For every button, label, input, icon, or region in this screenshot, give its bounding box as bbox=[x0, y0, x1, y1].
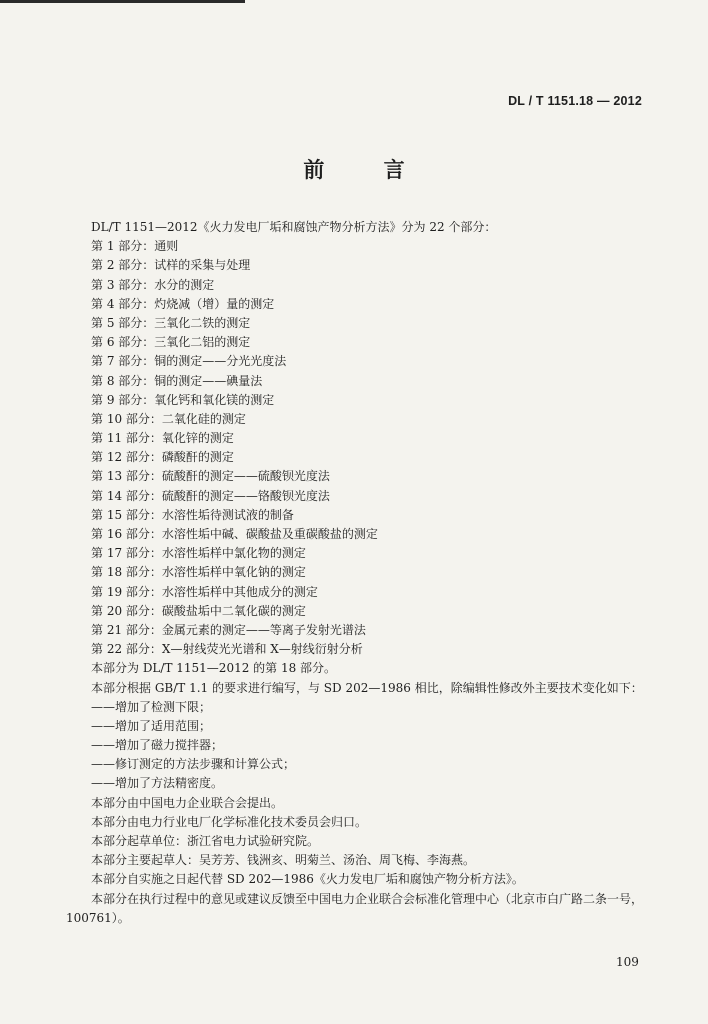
part-statement: 本部分为 DL/T 1151—2012 的第 18 部分。 bbox=[91, 661, 337, 676]
part-item: 第 20 部分：碳酸盐垢中二氧化碳的测定 bbox=[91, 603, 306, 618]
page-number: 109 bbox=[616, 955, 639, 969]
part-item: 第 8 部分：铜的测定——碘量法 bbox=[91, 373, 263, 388]
change-item: ——增加了磁力搅拌器； bbox=[91, 738, 224, 753]
part-item: 第 5 部分：三氧化二铁的测定 bbox=[91, 315, 251, 330]
statement-line: 本部分自实施之日起代替 SD 202—1986《火力发电厂垢和腐蚀产物分析方法》。 bbox=[91, 872, 524, 887]
part-item: 第 18 部分：水溶性垢样中氧化钠的测定 bbox=[91, 565, 306, 580]
part-item: 第 4 部分：灼烧减（增）量的测定 bbox=[91, 296, 275, 311]
part-item: 第 19 部分：水溶性垢样中其他成分的测定 bbox=[91, 584, 318, 599]
part-item: 第 3 部分：水分的测定 bbox=[91, 277, 215, 292]
part-item: 第 15 部分：水溶性垢待测试液的制备 bbox=[91, 507, 294, 522]
part-item: 第 12 部分：磷酸酐的测定 bbox=[91, 450, 234, 465]
change-item: ——增加了方法精密度。 bbox=[91, 776, 224, 791]
part-item: 第 11 部分：氧化锌的测定 bbox=[91, 431, 234, 446]
page-title: 前 言 bbox=[303, 157, 431, 182]
part-item: 第 10 部分：二氧化硅的测定 bbox=[91, 411, 246, 426]
part-item: 第 21 部分：金属元素的测定——等离子发射光谱法 bbox=[91, 622, 366, 637]
foreword-body bbox=[66, 218, 646, 928]
standard-code-header: DL / T 1151.18 — 2012 bbox=[508, 94, 642, 108]
change-item: ——修订测定的方法步骤和计算公式； bbox=[91, 757, 296, 772]
part-item: 第 6 部分：三氧化二铝的测定 bbox=[91, 335, 251, 350]
statement-line: 本部分主要起草人：吴芳芳、钱洲亥、明菊兰、汤治、周飞梅、李海燕。 bbox=[91, 853, 476, 868]
change-item: ——增加了适用范围； bbox=[91, 718, 212, 733]
feedback-paragraph: 本部分在执行过程中的意见或建议反馈至中国电力企业联合会标准化管理中心（北京市白广路二条一号，100761）。 bbox=[66, 891, 644, 925]
statement-line: 本部分由电力行业电厂化学标准化技术委员会归口。 bbox=[91, 814, 368, 829]
part-item: 第 7 部分：铜的测定——分光光度法 bbox=[91, 354, 287, 369]
part-item: 第 22 部分：X—射线荧光光谱和 X—射线衍射分析 bbox=[91, 642, 363, 657]
part-item: 第 17 部分：水溶性垢样中氯化物的测定 bbox=[91, 546, 306, 561]
part-item: 第 13 部分：硫酸酐的测定——硫酸钡光度法 bbox=[91, 469, 330, 484]
part-item: 第 1 部分：通则 bbox=[91, 239, 179, 254]
change-item: ——增加了检测下限； bbox=[91, 699, 212, 714]
part-item: 第 16 部分：水溶性垢中碱、碳酸盐及重碳酸盐的测定 bbox=[91, 527, 378, 541]
statement-line: 本部分由中国电力企业联合会提出。 bbox=[91, 795, 284, 810]
part-item: 第 9 部分：氧化钙和氧化镁的测定 bbox=[91, 392, 275, 407]
statement-line: 本部分起草单位：浙江省电力试验研究院。 bbox=[91, 834, 320, 848]
part-item: 第 2 部分：试样的采集与处理 bbox=[91, 258, 251, 273]
scan-edge-bar bbox=[0, 0, 245, 3]
intro-line: DL/T 1151—2012《火力发电厂垢和腐蚀产物分析方法》分为 22 个部分： bbox=[91, 220, 497, 234]
part-item: 第 14 部分：硫酸酐的测定——铬酸钡光度法 bbox=[91, 488, 330, 503]
changes-intro: 本部分根据 GB/T 1.1 的要求进行编写，与 SD 202—1986 相比，除编辑性修改外主要技术变化如下： bbox=[91, 680, 643, 695]
